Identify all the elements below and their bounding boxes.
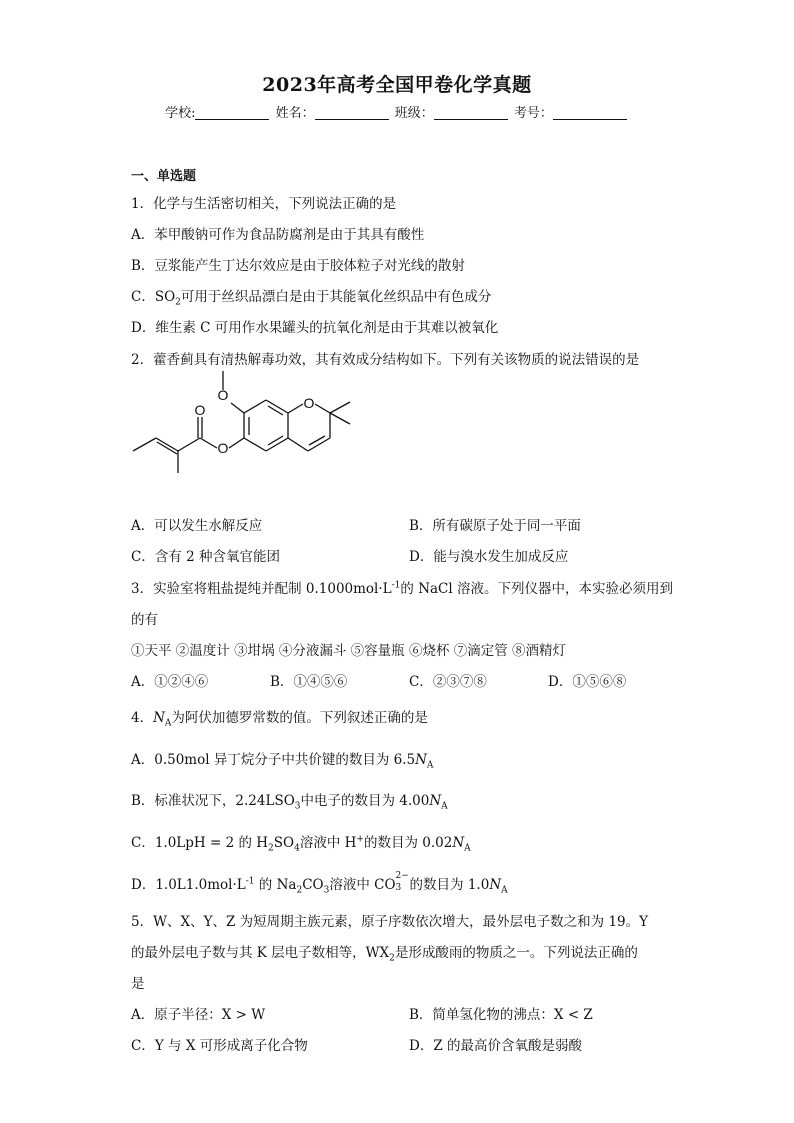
q3-stem-continued: 的有 [131,612,158,628]
q1-stem: 1．化学与生活密切相关，下列说法正确的是 [131,196,397,212]
q5-stem: 5．W、X、Y、Z 为短周期主族元素，原子序数依次增大，最外层电子数之和为 19。Y [131,914,649,930]
q3-option-b: B．①④⑤⑥ [270,674,348,690]
q5-option-c: C．Y 与 X 可形成离子化合物 [131,1038,308,1054]
q3-stem: 3．实验室将粗盐提纯并配制 $0.1000mol\cdot L^{-1}$的 NaCl 溶液。下列仪器中，本实验必须用到 [131,580,673,597]
q3-instrument-list: ①天平 ②温度计 ③坩埚 ④分液漏斗 ⑤容量瓶 ⑥烧杯 ⑦滴定管 ⑧酒精灯 [131,643,567,659]
q5-stem-line3: 是 [131,976,145,992]
q1-option-d: D．维生素 C 可用作水果罐头的抗氧化剂是由于其难以被氧化 [131,320,499,336]
q1-option-b: B．豆浆能产生丁达尔效应是由于胶体粒子对光线的散射 [131,258,465,274]
atom-o-methoxy: O [217,387,229,403]
q3-option-d: D．①⑤⑥⑧ [548,674,627,690]
name-label: 姓名： [275,106,315,121]
atom-o-carbonyl: O [194,402,206,418]
q3-option-a: A．①②④⑥ [131,674,209,690]
q2-stem: 2．藿香蓟具有清热解毒功效，其有效成分结构如下。下列有关该物质的说法错误的是 [131,352,640,368]
q4-option-b: B．标准状况下，$2.24LSO_3$中电子的数目为 $4.00N_A$ [131,793,448,812]
q1-option-a: A．苯甲酸钠可作为食品防腐剂是由于其具有酸性 [131,227,425,243]
q2-option-d: D．能与溴水发生加成反应 [409,549,569,565]
q3-option-c: C．②③⑦⑧ [409,674,487,690]
q4-option-c: C．1.0LpH = 2 的 $H_2SO_4$溶液中 H+的数目为 $0.02N_A$ [131,834,471,854]
page-title: 2023年高考全国甲卷化学真题 [262,74,532,96]
q2-structure-diagram [128,368,368,480]
class-label: 班级： [394,106,434,121]
exam-number-label: 考号： [513,106,553,121]
q1-option-c: C．$SO_2$可用于丝织品漂白是由于其能氧化丝织品中有色成分 [131,289,492,308]
q2-option-a: A．可以发生水解反应 [131,518,263,534]
q5-stem-line2: 的最外层电子数与其 K 层电子数相等，$WX_2$是形成酸雨的物质之一。下列说法正确的 [131,945,638,964]
class-field[interactable] [434,105,508,120]
q4-option-d: D．$1.0L1.0mol\cdot L^{-1}$ 的 $Na_2CO_3$溶液中 CO 2− 3 的数目为 $1.0N_A$ [131,871,508,896]
q2-option-c: C．含有 2 种含氧官能团 [131,549,281,565]
q2-option-b: B．所有碳原子处于同一平面 [409,518,581,534]
name-field[interactable] [315,105,389,120]
exam-number-field[interactable] [553,105,627,120]
q4-option-a: A．0.50mol 异丁烷分子中共价键的数目为 $6.5N_A$ [131,752,434,771]
q4-stem: 4．$N_A$为阿伏加德罗常数的值。下列叙述正确的是 [131,710,428,729]
atom-o-ring: O [303,395,315,411]
q5-option-d: D．Z 的最高价含氧酸是弱酸 [409,1038,582,1054]
atom-o-ester: O [217,440,229,456]
school-label: 学校: [165,106,196,121]
section-heading: 一、单选题 [131,169,197,184]
student-info-line [0,102,794,121]
school-field[interactable] [195,105,269,120]
q5-option-a: A．原子半径：X > W [131,1007,266,1023]
q5-option-b: B．简单氢化物的沸点：X < Z [409,1007,593,1023]
